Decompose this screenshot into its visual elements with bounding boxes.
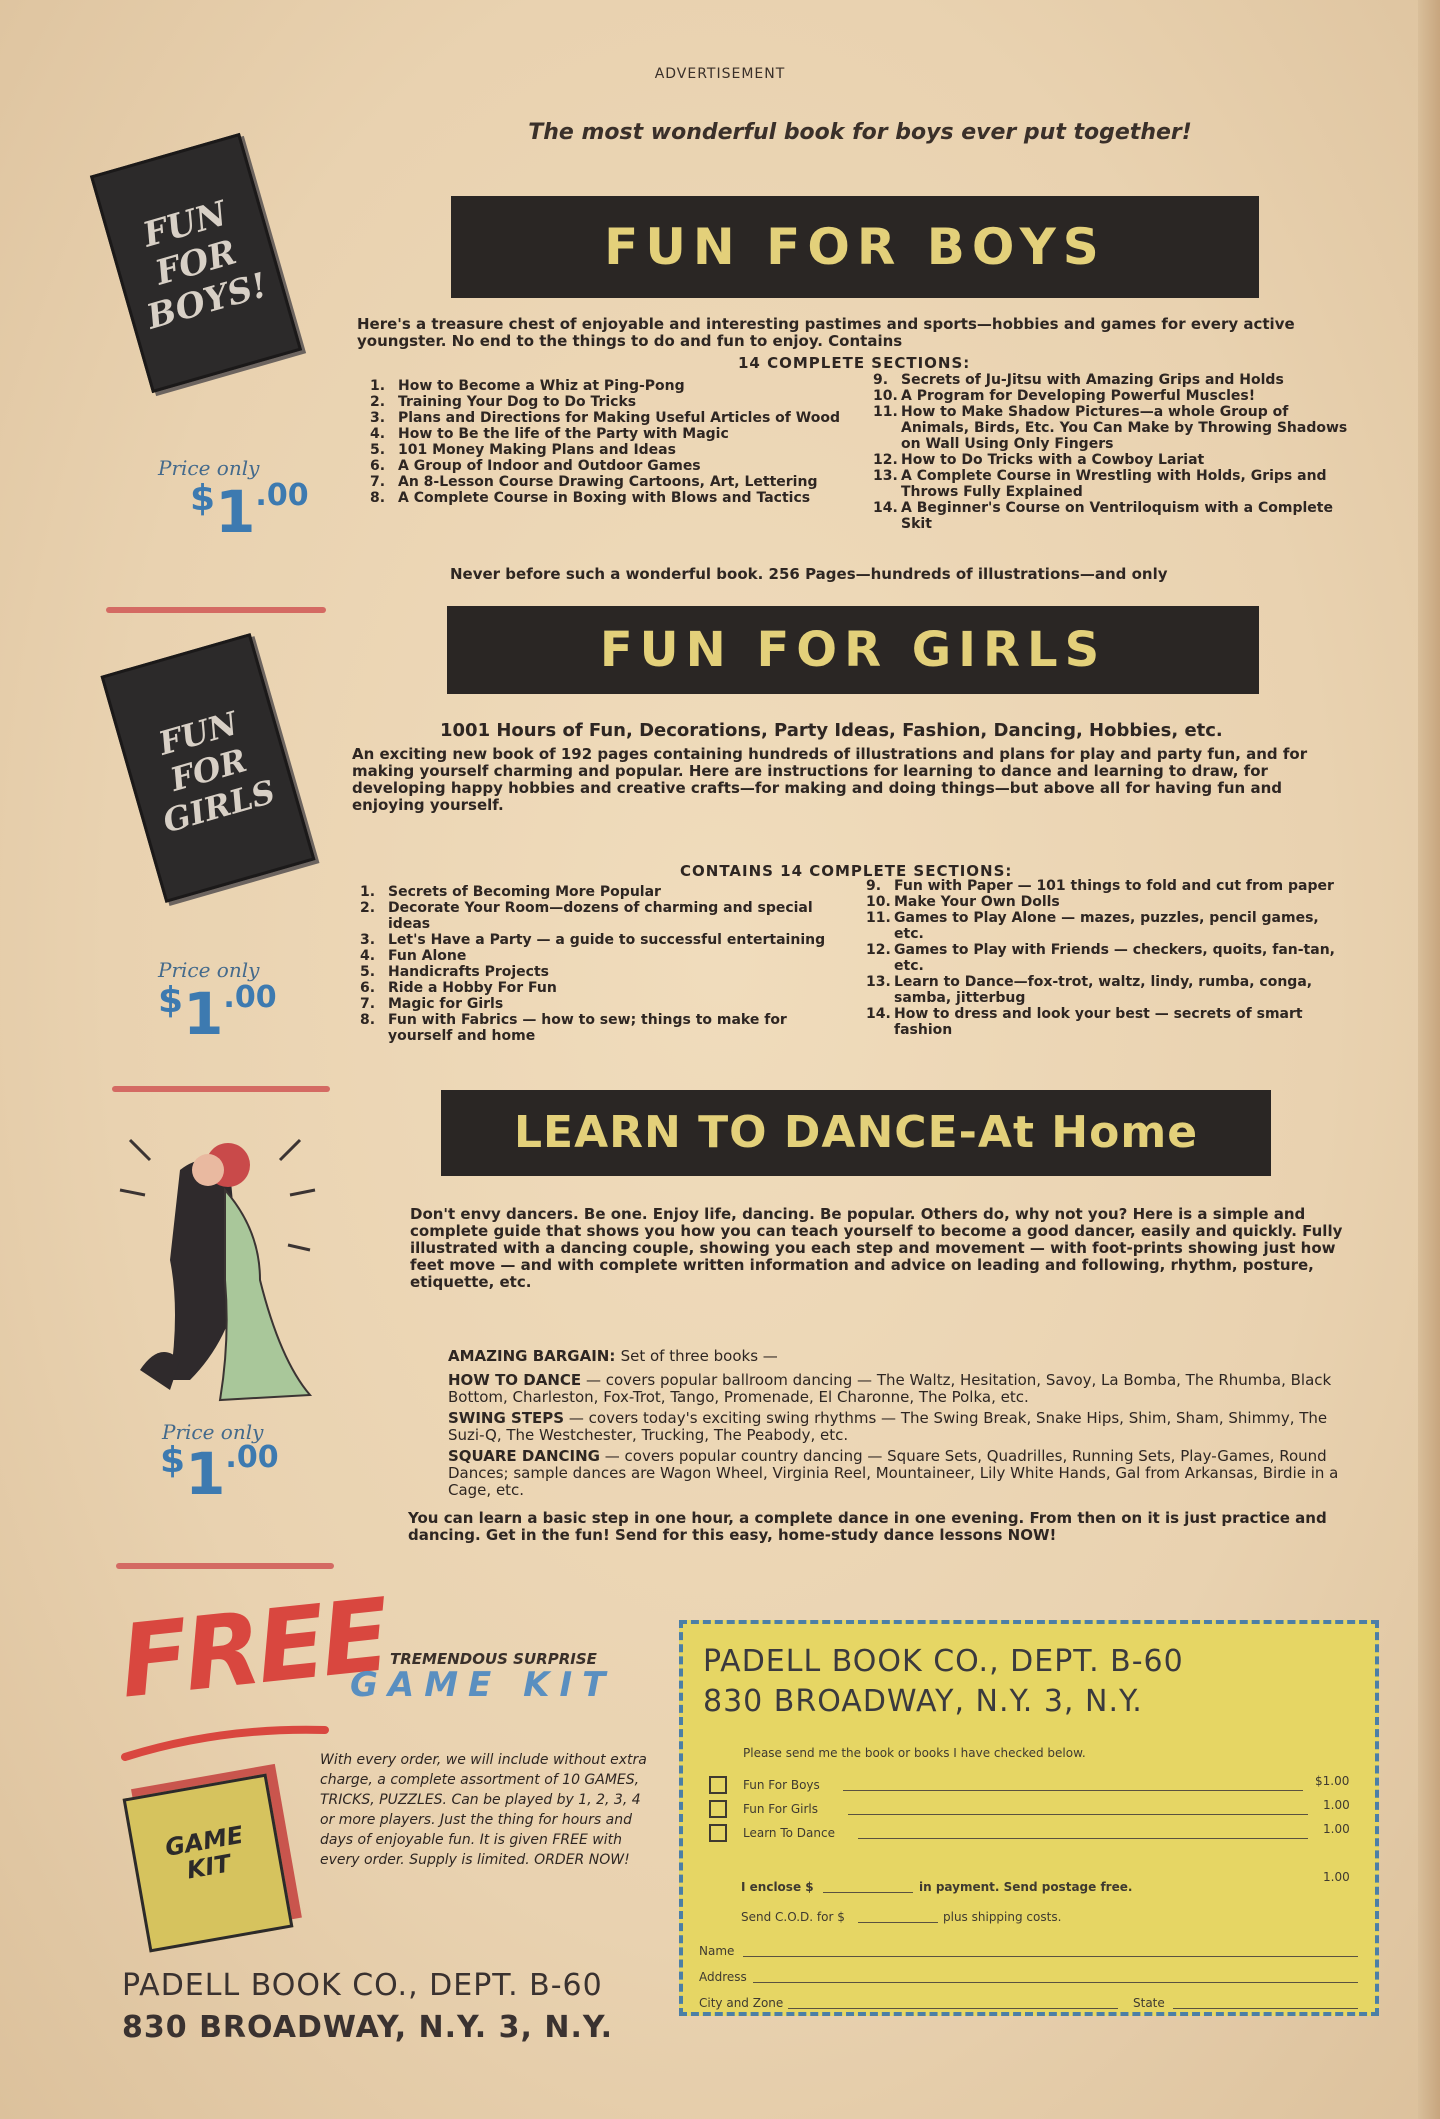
girls-sections-heading: CONTAINS 14 COMPLETE SECTIONS: bbox=[680, 862, 1013, 880]
dance-bargain bbox=[448, 1348, 1348, 1365]
cod-amount-field[interactable] bbox=[858, 1922, 938, 1923]
list-item bbox=[360, 900, 830, 932]
section-divider bbox=[106, 607, 326, 613]
list-item-number: 13. bbox=[873, 468, 898, 484]
list-item-number: 9. bbox=[873, 372, 889, 388]
dance-book-title: SWING STEPS bbox=[448, 1409, 565, 1427]
dance-price-label: Price only bbox=[162, 1420, 264, 1444]
state-label: State bbox=[1133, 1996, 1165, 2010]
dancing-couple-illustration bbox=[110, 1110, 330, 1410]
list-item bbox=[360, 996, 830, 1012]
price-whole: 1 bbox=[183, 980, 224, 1048]
list-item bbox=[370, 410, 840, 426]
dance-book-desc: — covers popular ballroom dancing — The Waltz, Hesitation, Savoy, La Bomba, The Rhumba, Black Bottom, Charleston, Fox-Trot, Tango, Promenade, El Charonne, The Polka, etc. bbox=[448, 1371, 1332, 1406]
list-item-number: 1. bbox=[370, 378, 386, 394]
price-cents: .00 bbox=[225, 1440, 279, 1475]
list-item-text: Magic for Girls bbox=[388, 996, 504, 1012]
city-label: City and Zone bbox=[699, 1996, 784, 2010]
coupon-item-line bbox=[843, 1790, 1303, 1791]
list-item-text: How to dress and look your best — secrets of smart fashion bbox=[894, 1006, 1303, 1038]
coupon-company: PADELL BOOK CO., DEPT. B-60 bbox=[703, 1644, 1184, 1679]
list-item bbox=[873, 404, 1353, 452]
list-item bbox=[370, 490, 840, 506]
boys-book-illustration bbox=[90, 133, 302, 393]
list-item bbox=[360, 980, 830, 996]
list-item-number: 5. bbox=[360, 964, 376, 980]
list-item bbox=[370, 458, 840, 474]
price-cents: .00 bbox=[223, 980, 277, 1015]
girls-list-left bbox=[360, 884, 830, 1044]
coupon-cod: Send C.O.D. for $ bbox=[741, 1910, 845, 1924]
list-item-text: Secrets of Ju-Jitsu with Amazing Grips and Holds bbox=[901, 372, 1284, 388]
dance-intro: Don't envy dancers. Be one. Enjoy life, dancing. Be popular. Others do, why not you? Here is a simple and complete guide that shows you how you can teach yourself to become a good dancer, easily and quickly. Fully illustrated with a dancing couple, showing you each step and movement — with foot-prints showing just how feet move — and with complete written information and advice on leading and following, rhythm, posture, etiquette, etc. bbox=[410, 1205, 1343, 1291]
list-item-number: 5. bbox=[370, 442, 386, 458]
price-dollar: $ bbox=[190, 478, 216, 519]
list-item-number: 6. bbox=[370, 458, 386, 474]
dance-book-title: HOW TO DANCE bbox=[448, 1371, 582, 1389]
list-item-number: 7. bbox=[360, 996, 376, 1012]
boys-intro: Here's a treasure chest of enjoyable and interesting pastimes and sports—hobbies and games for every active youngster. No end to the things to do and fun to enjoy. Contains bbox=[357, 315, 1295, 350]
list-item-number: 6. bbox=[360, 980, 376, 996]
list-item-number: 4. bbox=[360, 948, 376, 964]
boys-closing: Never before such a wonderful book. 256 Pages—hundreds of illustrations—and only bbox=[450, 565, 1168, 583]
list-item-text: Games to Play Alone — mazes, puzzles, pencil games, etc. bbox=[894, 910, 1319, 942]
list-item-number: 1. bbox=[360, 884, 376, 900]
address-label: Address bbox=[699, 1970, 747, 1984]
list-item-text: How to Do Tricks with a Cowboy Lariat bbox=[901, 452, 1205, 468]
list-item bbox=[866, 974, 1346, 1006]
list-item bbox=[370, 426, 840, 442]
boys-banner: FUN FOR BOYS bbox=[451, 196, 1259, 298]
coupon-item-price: 1.00 bbox=[1323, 1822, 1350, 1836]
game-kit-description: With every order, we will include without extra charge, a complete assortment of 10 GAMES, TRICKS, PUZZLES. Can be played by 1, 2, 3, 4 or more players. Just the thing for hours and days of enjoyable fun. It is given FREE with every order. Supply is limited. ORDER NOW! bbox=[320, 1752, 647, 1868]
list-item-text: How to Become a Whiz at Ping-Pong bbox=[398, 378, 685, 394]
dance-book-title: SQUARE DANCING bbox=[448, 1447, 600, 1465]
list-item-number: 2. bbox=[360, 900, 376, 916]
list-item-text: How to Be the life of the Party with Magic bbox=[398, 426, 729, 442]
order-coupon bbox=[679, 1620, 1379, 2016]
boys-price bbox=[190, 478, 309, 546]
boys-list-right bbox=[873, 372, 1353, 532]
list-item-text: Fun with Fabrics — how to sew; things to make for yourself and home bbox=[388, 1012, 787, 1044]
list-item-number: 3. bbox=[360, 932, 376, 948]
bargain-text: Set of three books — bbox=[620, 1347, 778, 1365]
price-cents: .00 bbox=[255, 478, 309, 513]
coupon-item-line bbox=[858, 1838, 1308, 1839]
list-item-text: 101 Money Making Plans and Ideas bbox=[398, 442, 676, 458]
girls-list-right bbox=[866, 878, 1346, 1038]
city-field[interactable] bbox=[788, 2008, 1118, 2009]
enclose-amount-field[interactable] bbox=[823, 1892, 913, 1893]
list-item-number: 2. bbox=[370, 394, 386, 410]
list-item bbox=[370, 442, 840, 458]
boys-sections-heading: 14 COMPLETE SECTIONS: bbox=[738, 354, 971, 372]
list-item bbox=[873, 500, 1353, 532]
page-spine bbox=[1418, 0, 1440, 2119]
list-item-number: 7. bbox=[370, 474, 386, 490]
dance-book-entry bbox=[448, 1448, 1366, 1499]
coupon-instruction: Please send me the book or books I have checked below. bbox=[743, 1746, 1086, 1760]
list-item bbox=[360, 964, 830, 980]
tagline: The most wonderful book for boys ever put together! bbox=[528, 120, 1192, 145]
boys-book-title: FUN FOR BOYS! bbox=[138, 193, 272, 338]
list-item bbox=[370, 394, 840, 410]
list-item bbox=[873, 468, 1353, 500]
dance-banner: LEARN TO DANCE-At Home bbox=[441, 1090, 1271, 1176]
list-item-text: A Group of Indoor and Outdoor Games bbox=[398, 458, 701, 474]
game-kit-title: GAME KIT bbox=[350, 1665, 616, 1705]
list-item-text: A Program for Developing Powerful Muscles! bbox=[901, 388, 1256, 404]
list-item-text: Learn to Dance—fox-trot, waltz, lindy, rumba, conga, samba, jitterbug bbox=[894, 974, 1313, 1006]
list-item-text: A Complete Course in Boxing with Blows and Tactics bbox=[398, 490, 811, 506]
list-item-text: Fun with Paper — 101 things to fold and cut from paper bbox=[894, 878, 1334, 894]
coupon-item-label: Fun For Boys bbox=[743, 1778, 820, 1792]
coupon-item-price: $1.00 bbox=[1315, 1774, 1350, 1788]
free-headline: FREE bbox=[114, 1576, 392, 1721]
bargain-label: AMAZING BARGAIN: bbox=[448, 1347, 616, 1365]
list-item bbox=[873, 388, 1353, 404]
dance-book-entry bbox=[448, 1372, 1366, 1406]
checkbox-fun-for-girls[interactable] bbox=[709, 1800, 727, 1818]
list-item-number: 11. bbox=[873, 404, 898, 420]
boys-price-label: Price only bbox=[158, 456, 260, 480]
name-label: Name bbox=[699, 1944, 735, 1958]
list-item-text: Let's Have a Party — a guide to successful entertaining bbox=[388, 932, 826, 948]
coupon-item-label: Learn To Dance bbox=[743, 1826, 835, 1840]
coupon-cod-suffix: plus shipping costs. bbox=[943, 1910, 1062, 1924]
girls-banner: FUN FOR GIRLS bbox=[447, 606, 1259, 694]
address-field[interactable] bbox=[753, 1982, 1358, 1983]
checkbox-fun-for-boys[interactable] bbox=[709, 1776, 727, 1794]
game-kit-surprise: TREMENDOUS SURPRISE bbox=[390, 1650, 597, 1668]
list-item bbox=[360, 948, 830, 964]
list-item-text: Secrets of Becoming More Popular bbox=[388, 884, 661, 900]
coupon-enclose-suffix: in payment. Send postage free. bbox=[919, 1880, 1133, 1894]
list-item bbox=[866, 878, 1346, 894]
girls-book-title: FUN FOR GIRLS bbox=[154, 704, 280, 841]
coupon-extra-price: 1.00 bbox=[1323, 1870, 1350, 1884]
girls-price bbox=[158, 980, 277, 1048]
list-item bbox=[360, 1012, 830, 1044]
game-kit-box-illustration bbox=[123, 1774, 294, 1953]
coupon-enclose: I enclose $ bbox=[741, 1880, 814, 1894]
list-item-text: Handicrafts Projects bbox=[388, 964, 549, 980]
list-item-number: 3. bbox=[370, 410, 386, 426]
list-item bbox=[873, 452, 1353, 468]
list-item-number: 14. bbox=[873, 500, 898, 516]
coupon-address: 830 BROADWAY, N.Y. 3, N.Y. bbox=[703, 1684, 1143, 1719]
price-dollar: $ bbox=[160, 1440, 186, 1481]
list-item-number: 11. bbox=[866, 910, 891, 926]
list-item-number: 8. bbox=[370, 490, 386, 506]
list-item-number: 14. bbox=[866, 1006, 891, 1022]
girls-subhead: 1001 Hours of Fun, Decorations, Party Ideas, Fashion, Dancing, Hobbies, etc. bbox=[440, 720, 1223, 741]
list-item-text: An 8-Lesson Course Drawing Cartoons, Art, Lettering bbox=[398, 474, 818, 490]
list-item-number: 10. bbox=[873, 388, 898, 404]
girls-intro: An exciting new book of 192 pages containing hundreds of illustrations and plans for play and party fun, and for making yourself charming and popular. Here are instructions for learning to dance and learning to draw, for developing happy hobbies and creative crafts—for making and doing things—but above all for having fun and enjoying yourself. bbox=[352, 745, 1308, 814]
boys-list-left bbox=[370, 378, 840, 506]
list-item-number: 8. bbox=[360, 1012, 376, 1028]
checkbox-learn-to-dance[interactable] bbox=[709, 1824, 727, 1842]
dance-book-desc: — covers today's exciting swing rhythms — The Swing Break, Snake Hips, Shim, Sham, Shimmy, The Suzi-Q, The Westchester, Trucking, The Peabody, etc. bbox=[448, 1409, 1328, 1444]
advertisement-label: ADVERTISEMENT bbox=[654, 66, 786, 82]
list-item bbox=[873, 372, 1353, 388]
list-item-text: Training Your Dog to Do Tricks bbox=[398, 394, 637, 410]
list-item-text: Make Your Own Dolls bbox=[894, 894, 1060, 910]
list-item-text: How to Make Shadow Pictures—a whole Group of Animals, Birds, Etc. You Can Make by Throwing Shadows on Wall Using Only Fingers bbox=[901, 404, 1348, 452]
coupon-item-line bbox=[848, 1814, 1308, 1815]
list-item-number: 4. bbox=[370, 426, 386, 442]
list-item bbox=[360, 932, 830, 948]
list-item-number: 10. bbox=[866, 894, 891, 910]
list-item-text: Plans and Directions for Making Useful Articles of Wood bbox=[398, 410, 840, 426]
coupon-item-label: Fun For Girls bbox=[743, 1802, 818, 1816]
list-item-text: A Beginner's Course on Ventriloquism with a Complete Skit bbox=[901, 500, 1333, 532]
list-item-number: 13. bbox=[866, 974, 891, 990]
dance-book-desc: — covers popular country dancing — Square Sets, Quadrilles, Running Sets, Play-Games, Round Dances; sample dances are Wagon Wheel, Virginia Reel, Mountaineer, Lily White Hands, Gal from Arkansas, Birdie in a Cage, etc. bbox=[448, 1447, 1339, 1499]
list-item-text: Games to Play with Friends — checkers, quoits, fan-tan, etc. bbox=[894, 942, 1335, 974]
name-field[interactable] bbox=[743, 1956, 1358, 1957]
price-whole: 1 bbox=[185, 1440, 226, 1508]
list-item-number: 9. bbox=[866, 878, 882, 894]
dance-price bbox=[160, 1440, 279, 1508]
list-item bbox=[866, 1006, 1346, 1038]
coupon-item-price: 1.00 bbox=[1323, 1798, 1350, 1812]
list-item bbox=[866, 910, 1346, 942]
price-whole: 1 bbox=[215, 478, 256, 546]
footer-company: PADELL BOOK CO., DEPT. B-60 bbox=[122, 1968, 603, 2003]
list-item-text: A Complete Course in Wrestling with Holds, Grips and Throws Fully Explained bbox=[901, 468, 1327, 500]
game-kit-box-label: GAME KIT bbox=[163, 1820, 246, 1885]
list-item bbox=[370, 378, 840, 394]
list-item-text: Decorate Your Room—dozens of charming and special ideas bbox=[388, 900, 813, 932]
list-item-number: 12. bbox=[873, 452, 898, 468]
girls-price-label: Price only bbox=[158, 958, 260, 982]
footer-address: 830 BROADWAY, N.Y. 3, N.Y. bbox=[122, 2010, 614, 2045]
dance-book-entry bbox=[448, 1410, 1366, 1444]
girls-book-illustration bbox=[100, 633, 315, 903]
section-divider bbox=[116, 1563, 334, 1569]
section-divider bbox=[112, 1086, 330, 1092]
list-item-text: Fun Alone bbox=[388, 948, 467, 964]
dance-books-list bbox=[448, 1372, 1366, 1503]
list-item-number: 12. bbox=[866, 942, 891, 958]
state-field[interactable] bbox=[1173, 2008, 1358, 2009]
price-dollar: $ bbox=[158, 980, 184, 1021]
list-item bbox=[866, 942, 1346, 974]
list-item bbox=[360, 884, 830, 900]
free-underline-swoosh bbox=[120, 1722, 330, 1762]
list-item bbox=[866, 894, 1346, 910]
list-item-text: Ride a Hobby For Fun bbox=[388, 980, 557, 996]
list-item bbox=[370, 474, 840, 490]
dance-closing: You can learn a basic step in one hour, a complete dance in one evening. From then on it is just practice and dancing. Get in the fun! Send for this easy, home-study dance lessons NOW! bbox=[408, 1509, 1327, 1544]
